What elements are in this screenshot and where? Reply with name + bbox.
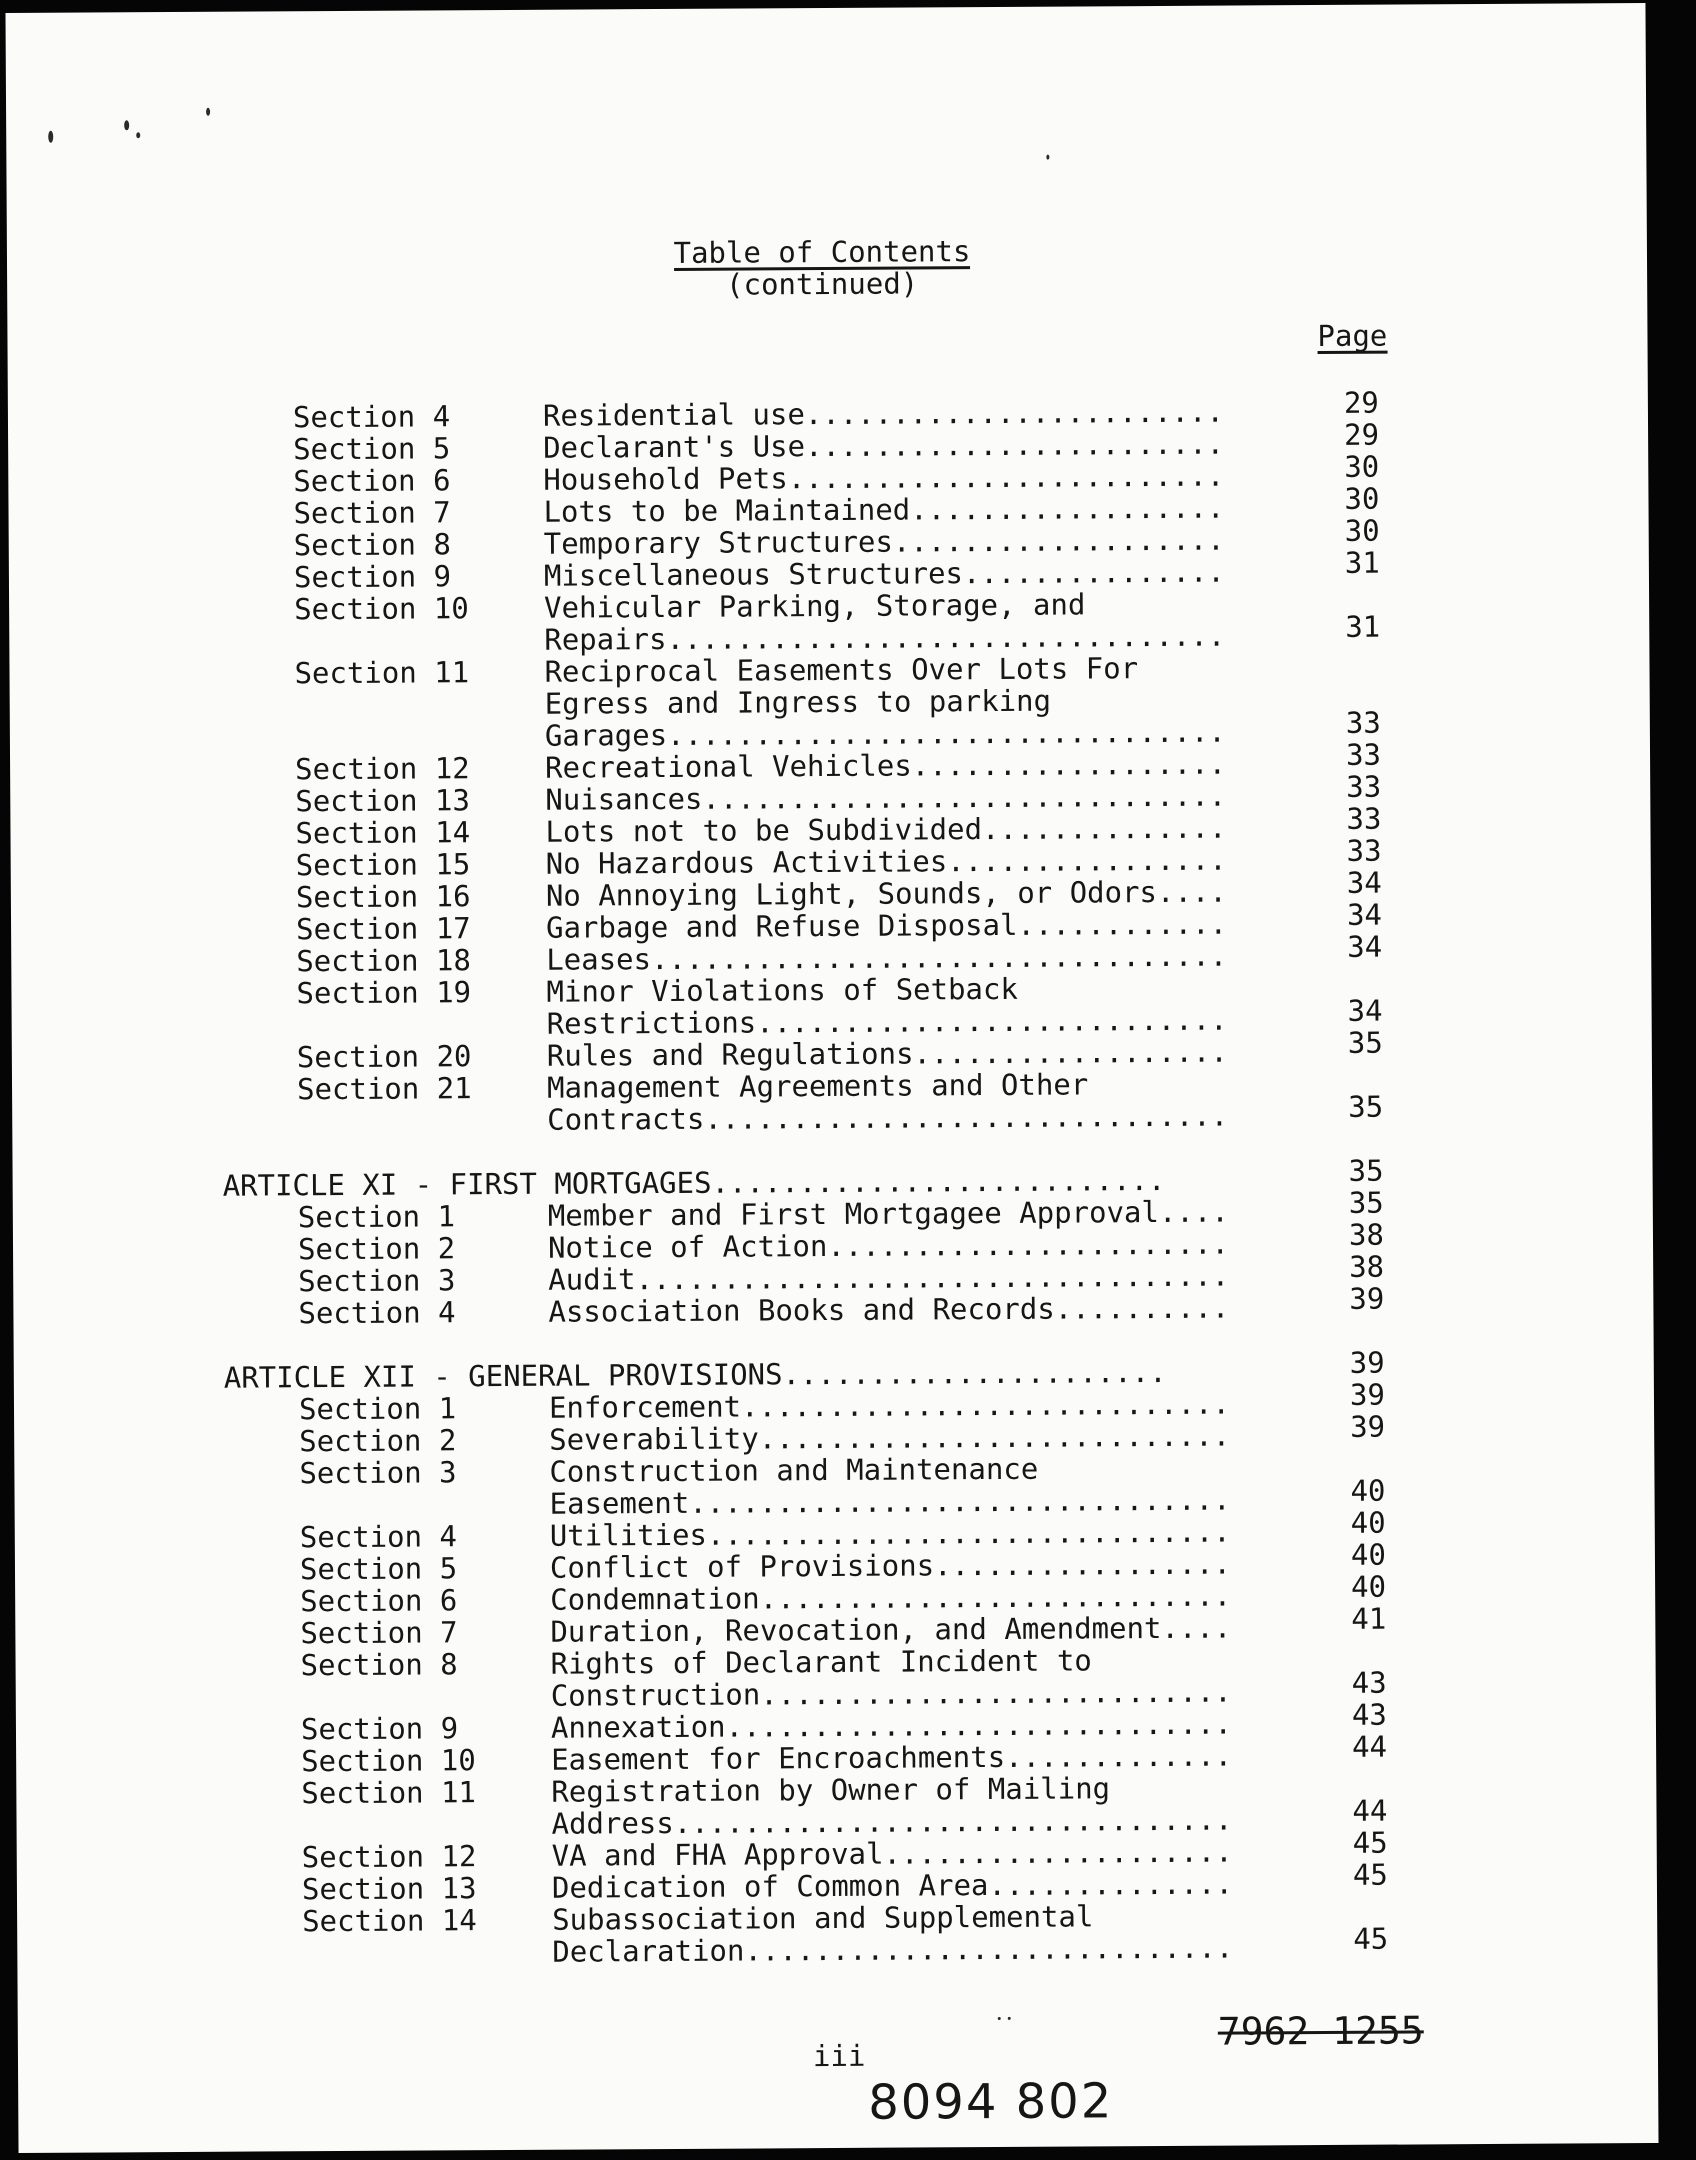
entry-title: Egress and Ingress to parking (544, 683, 1052, 721)
entry-title: Nuisances.............................. (545, 778, 1227, 817)
section-label: Section 1 (297, 1199, 456, 1235)
page-number: 33 (1346, 769, 1382, 804)
section-label: Section 4 (299, 1519, 458, 1555)
entry-title: Declarant's Use........................ (543, 426, 1225, 465)
entry-title: Rights of Declarant Incident to (550, 1643, 1092, 1681)
entry-title: Easement for Encroachments............. (551, 1738, 1233, 1777)
scan-speck (124, 120, 129, 130)
section-label: Section 11 (294, 655, 470, 691)
article-heading: ARTICLE XI - FIRST MORTGAGES.......................... (222, 1162, 1166, 1203)
entry-title: Household Pets......................... (543, 458, 1225, 497)
entry-title: Annexation............................. (550, 1706, 1232, 1745)
section-label: Section 13 (301, 1871, 477, 1907)
entry-title: No Hazardous Activities................ (545, 842, 1227, 881)
section-label: Section 15 (295, 847, 471, 883)
page-number: 40 (1350, 1473, 1386, 1508)
entry-title: No Annoying Light, Sounds, or Odors.... (545, 874, 1227, 913)
roman-page-number: iii (812, 2038, 866, 2074)
page-number: 40 (1350, 1505, 1386, 1540)
section-label: Section 14 (295, 815, 471, 851)
section-label: Section 8 (300, 1647, 458, 1683)
entry-title: Reciprocal Easements Over Lots For (544, 651, 1139, 689)
entry-title: Severability........................... (549, 1418, 1231, 1457)
section-label: Section 2 (297, 1231, 456, 1267)
page-number: 33 (1346, 833, 1382, 868)
entry-title: Lots not to be Subdivided.............. (545, 810, 1227, 849)
page-number: 43 (1351, 1665, 1387, 1700)
entry-title: Association Books and Records.......... (548, 1290, 1230, 1329)
section-label: Section 7 (300, 1615, 458, 1651)
page-number: 34 (1347, 929, 1383, 964)
section-label: Section 10 (301, 1743, 476, 1779)
entry-title: Address................................ (551, 1802, 1233, 1841)
entry-title: Contracts.............................. (547, 1098, 1229, 1137)
toc-entries (8, 385, 1658, 1971)
entry-title: Vehicular Parking, Storage, and (544, 587, 1086, 625)
page-number: 43 (1351, 1697, 1387, 1732)
page-number: 34 (1347, 993, 1383, 1028)
page-number: 45 (1352, 1857, 1388, 1892)
section-label: Section 3 (299, 1455, 457, 1491)
page-number: 39 (1350, 1409, 1386, 1444)
page-number: 34 (1346, 865, 1382, 900)
section-label: Section 8 (293, 527, 451, 563)
entry-title: Audit.................................. (548, 1258, 1230, 1297)
entry-title: Easement............................... (549, 1482, 1231, 1521)
page-number: 41 (1351, 1601, 1387, 1636)
page-number: 38 (1348, 1217, 1384, 1252)
page-number: 29 (1343, 417, 1380, 452)
page-number: 31 (1345, 609, 1381, 644)
entry-title: Recreational Vehicles.................. (544, 746, 1227, 785)
section-label: Section 19 (296, 975, 472, 1011)
section-label: Section 3 (298, 1263, 456, 1299)
scan-speck (1008, 2017, 1011, 2020)
page-number: 33 (1346, 801, 1382, 836)
struck-document-code: 7962 1255 (1217, 2008, 1424, 2054)
section-label: Section 11 (301, 1775, 477, 1811)
entry-title: Registration by Owner of Mailing (551, 1771, 1111, 1809)
entry-title: Construction........................... (550, 1674, 1232, 1713)
scan-speck (136, 132, 140, 138)
section-label: Section 2 (299, 1423, 457, 1459)
page-number: 39 (1349, 1345, 1385, 1380)
page-number: 31 (1344, 545, 1380, 580)
entry-title: Restrictions........................... (546, 1002, 1228, 1041)
entry-title: Lots to be Maintained.................. (543, 490, 1225, 529)
section-label: Section 4 (292, 399, 451, 435)
scan-speck (48, 131, 53, 143)
section-label: Section 21 (296, 1071, 472, 1107)
entry-title: Duration, Revocation, and Amendment.... (550, 1610, 1232, 1649)
section-label: Section 6 (300, 1583, 458, 1619)
page-number: 30 (1344, 513, 1380, 548)
section-label: Section 5 (293, 431, 451, 467)
entry-title: Residential use........................ (542, 394, 1224, 433)
toc-title-block (7, 231, 1637, 305)
scan-speck (206, 108, 210, 116)
section-label: Section 5 (299, 1551, 458, 1587)
page-number: 44 (1352, 1793, 1388, 1828)
document-number: 8094 802 (868, 2073, 1114, 2131)
entry-title: Notice of Action....................... (547, 1226, 1230, 1265)
scan-speck (1046, 155, 1049, 160)
section-label: Section 12 (295, 751, 470, 787)
section-label: Section 16 (295, 879, 471, 915)
section-label: Section 13 (295, 783, 471, 819)
entry-title: Declaration............................ (552, 1930, 1234, 1969)
page-number: 33 (1345, 737, 1382, 772)
entry-title: Member and First Mortgagee Approval.... (547, 1194, 1229, 1233)
entry-title: Leases................................. (546, 938, 1228, 977)
page-number: 33 (1345, 705, 1381, 740)
table-of-contents (5, 3, 1658, 2153)
section-label: Section 14 (302, 1903, 477, 1939)
entry-title: Construction and Maintenance (549, 1451, 1039, 1489)
section-label: Section 9 (293, 559, 452, 595)
section-label: Section 7 (293, 495, 451, 531)
entry-title: Miscellaneous Structures............... (543, 554, 1225, 593)
page-number: 45 (1353, 1921, 1389, 1956)
section-label: Section 9 (300, 1711, 459, 1747)
section-label: Section 10 (294, 591, 469, 627)
page-subtitle: (continued) (726, 266, 919, 302)
section-label: Section 12 (301, 1839, 477, 1875)
scan-speck (998, 2017, 1001, 2020)
section-label: Section 20 (296, 1039, 472, 1075)
page-number: 34 (1346, 897, 1383, 932)
entry-title: Rules and Regulations.................. (546, 1034, 1228, 1073)
section-label: Section 1 (298, 1391, 457, 1427)
entry-title: Garages................................ (544, 714, 1226, 753)
page-column-header: Page (1317, 318, 1388, 354)
entry-title: VA and FHA Approval.................... (551, 1834, 1233, 1873)
entry-title: Dedication of Common Area.............. (551, 1866, 1233, 1905)
page-number: 40 (1351, 1569, 1387, 1604)
page-number: 39 (1349, 1377, 1385, 1412)
document-page (5, 3, 1658, 2153)
entry-title: Temporary Structures................... (543, 522, 1225, 561)
page-number: 35 (1348, 1185, 1384, 1220)
page-number: 38 (1349, 1249, 1385, 1284)
section-label: Section 18 (296, 943, 471, 979)
section-label: Section 6 (293, 463, 451, 499)
entry-title: Conflict of Provisions................. (549, 1546, 1231, 1585)
entry-title: Condemnation........................... (550, 1578, 1232, 1617)
page-number: 40 (1350, 1537, 1386, 1572)
entry-title: Repairs................................ (544, 618, 1226, 657)
entry-title: Minor Violations of Setback (546, 971, 1018, 1009)
page-number: 44 (1351, 1729, 1388, 1764)
article-heading: ARTICLE XII - GENERAL PROVISIONS...................... (223, 1354, 1167, 1395)
section-label: Section 17 (295, 911, 471, 947)
entry-title: Subassociation and Supplemental (552, 1899, 1094, 1937)
page-number: 35 (1348, 1089, 1384, 1124)
entry-title: Enforcement............................ (548, 1386, 1231, 1425)
page-number: 30 (1344, 449, 1380, 484)
entry-title: Management Agreements and Other (546, 1067, 1089, 1105)
page-number: 39 (1349, 1281, 1385, 1316)
page-number: 35 (1348, 1153, 1384, 1188)
page-number: 30 (1344, 481, 1380, 516)
page-number: 29 (1343, 385, 1379, 420)
section-label: Section 4 (298, 1295, 456, 1331)
page-title: Table of Contents (673, 234, 971, 270)
page-number: 45 (1352, 1825, 1388, 1860)
page-number: 35 (1347, 1025, 1383, 1060)
entry-title: Garbage and Refuse Disposal............ (545, 906, 1228, 945)
entry-title: Utilities.............................. (549, 1514, 1231, 1553)
